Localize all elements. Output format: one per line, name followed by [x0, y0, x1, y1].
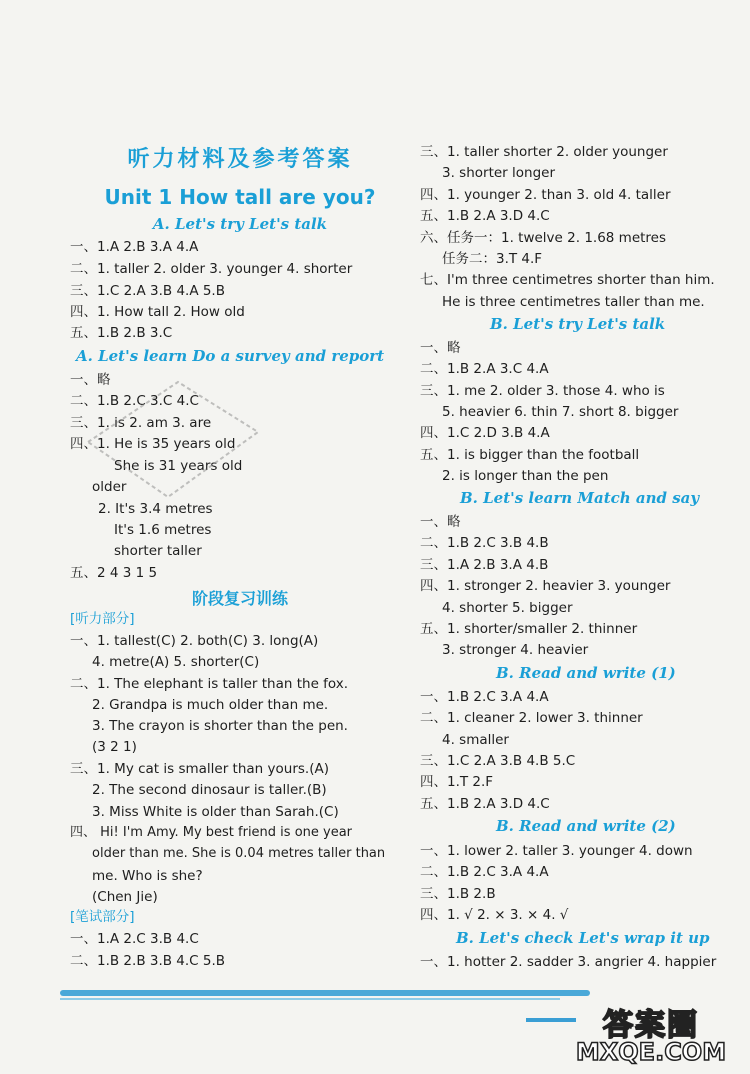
main-title: 听力材料及参考答案	[127, 146, 353, 172]
answer-line: He is three centimetres taller than me.	[442, 294, 705, 310]
answer-line: 四、1. stronger 2. heavier 3. younger	[420, 578, 671, 594]
answer-line: 5. heavier 6. thin 7. short 8. bigger	[442, 404, 679, 420]
answer-line: (3 2 1)	[92, 739, 137, 755]
answer-line: 四、1. He is 35 years old	[70, 436, 236, 452]
answer-line: 二、1.B 2.C 3.B 4.B	[420, 535, 549, 551]
answer-line: 4. metre(A) 5. shorter(C)	[92, 654, 260, 670]
faded-stamp-mark	[68, 372, 268, 502]
answer-line: 五、2 4 3 1 5	[70, 565, 158, 581]
answer-line: 四、1.C 2.D 3.B 4.A	[420, 425, 550, 441]
bottom-decor-bar	[60, 990, 590, 996]
answer-line: 一、略	[420, 340, 461, 356]
answer-line: 3. Miss White is older than Sarah.(C)	[92, 804, 339, 820]
answer-line: 4. shorter 5. bigger	[442, 600, 573, 616]
review-title: 阶段复习训练	[191, 589, 288, 608]
answer-line: 二、1.B 2.B 3.B 4.C 5.B	[70, 953, 226, 969]
answer-line: 五、1. is bigger than the football	[420, 447, 640, 463]
answer-line: 二、1. cleaner 2. lower 3. thinner	[420, 710, 643, 726]
answer-line: 三、1. me 2. older 3. those 4. who is	[420, 383, 665, 399]
answer-line: 二、1.B 2.A 3.C 4.A	[420, 361, 549, 377]
answer-line: 七、I'm three centimetres shorter than him.	[420, 272, 715, 288]
section-b-check-wrap: B. Let's check Let's wrap it up	[456, 929, 710, 947]
answer-line: older than me. She is 0.04 metres taller than	[92, 846, 386, 861]
answer-line: 五、1.B 2.A 3.D 4.C	[420, 796, 550, 812]
answer-line: 二、1. taller 2. older 3. younger 4. shorter	[70, 261, 353, 277]
answer-line: 一、1.A 2.B 3.A 4.A	[70, 239, 199, 255]
answer-line: 一、1. lower 2. taller 3. younger 4. down	[420, 843, 693, 859]
answer-line: 二、1. The elephant is taller than the fox.	[70, 676, 349, 692]
answer-line: 一、略	[420, 514, 461, 530]
answer-line: 2. is longer than the pen	[442, 468, 609, 484]
answer-line: 3. stronger 4. heavier	[442, 642, 589, 658]
answer-line: shorter taller	[114, 543, 202, 559]
answer-line: 三、1.A 2.B 3.A 4.B	[420, 557, 549, 573]
section-b-learn-match: B. Let's learn Match and say	[460, 489, 700, 507]
answer-line: 4. smaller	[442, 732, 509, 748]
section-a-try-talk: A. Let's try Let's talk	[152, 215, 328, 233]
bottom-decor-line	[60, 998, 560, 1000]
answer-line: 三、1. My cat is smaller than yours.(A)	[70, 761, 329, 777]
answer-line: 2. Grandpa is much older than me.	[92, 697, 329, 713]
watermark-text: 答案圈	[603, 1008, 699, 1043]
answer-line: (Chen Jie)	[92, 889, 158, 905]
answer-line: older	[92, 479, 127, 495]
answer-line: 三、1.B 2.B	[420, 886, 496, 902]
section-a-learn-survey: A. Let's learn Do a survey and report	[76, 347, 385, 365]
answer-line: 三、1. is 2. am 3. are	[70, 415, 212, 431]
answer-line: me. Who is she?	[92, 868, 203, 884]
watermark-url: MXQE.COM	[575, 1038, 727, 1066]
answer-line: 四、1. How tall 2. How old	[70, 304, 245, 320]
answer-line: 三、1.C 2.A 3.B 4.B 5.C	[420, 753, 576, 769]
answer-line: 四、1. younger 2. than 3. old 4. taller	[420, 187, 671, 203]
answer-line: She is 31 years old	[114, 458, 243, 474]
answer-line: 一、略	[70, 372, 111, 388]
answer-line: 3. The crayon is shorter than the pen.	[92, 718, 348, 734]
answer-line: 四、1. √ 2. × 3. × 4. √	[420, 907, 569, 923]
answer-line: 二、1.B 2.C 3.C 4.C	[70, 393, 199, 409]
unit-title: Unit 1 How tall are you?	[104, 185, 376, 209]
answer-line: 任务二：3.T 4.F	[442, 251, 543, 267]
section-b-read-write-1: B. Read and write (1)	[496, 664, 676, 682]
answer-line: 3. shorter longer	[442, 165, 556, 181]
answer-line: 三、1.C 2.A 3.B 4.A 5.B	[70, 283, 225, 299]
answer-line: 六、任务一：1. twelve 2. 1.68 metres	[420, 230, 667, 246]
section-b-try-talk: B. Let's try Let's talk	[490, 315, 666, 333]
answer-line: 一、1. tallest(C) 2. both(C) 3. long(A)	[70, 633, 319, 649]
answer-line: It's 1.6 metres	[114, 522, 212, 538]
answer-line: 一、1.B 2.C 3.A 4.A	[420, 689, 549, 705]
answer-line: 四、1.T 2.F	[420, 774, 494, 790]
listening-tag: [听力部分]	[70, 611, 135, 627]
answer-line: 二、1.B 2.C 3.A 4.A	[420, 864, 549, 880]
answer-line: 四、 Hi! I'm Amy. My best friend is one year	[70, 825, 353, 840]
answer-line: 五、1.B 2.A 3.D 4.C	[420, 208, 550, 224]
answer-line: 一、1. hotter 2. sadder 3. angrier 4. happier	[420, 954, 717, 970]
answer-line: 2. It's 3.4 metres	[98, 501, 213, 517]
answer-line: 五、1.B 2.B 3.C	[70, 325, 173, 341]
answer-line: 三、1. taller shorter 2. older younger	[420, 144, 668, 160]
written-tag: [笔试部分]	[70, 909, 135, 925]
answer-line: 2. The second dinosaur is taller.(B)	[92, 782, 327, 798]
answer-line: 五、1. shorter/smaller 2. thinner	[420, 621, 638, 637]
section-b-read-write-2: B. Read and write (2)	[496, 817, 676, 835]
answer-line: 一、1.A 2.C 3.B 4.C	[70, 931, 199, 947]
watermark-logo	[562, 1000, 740, 1066]
